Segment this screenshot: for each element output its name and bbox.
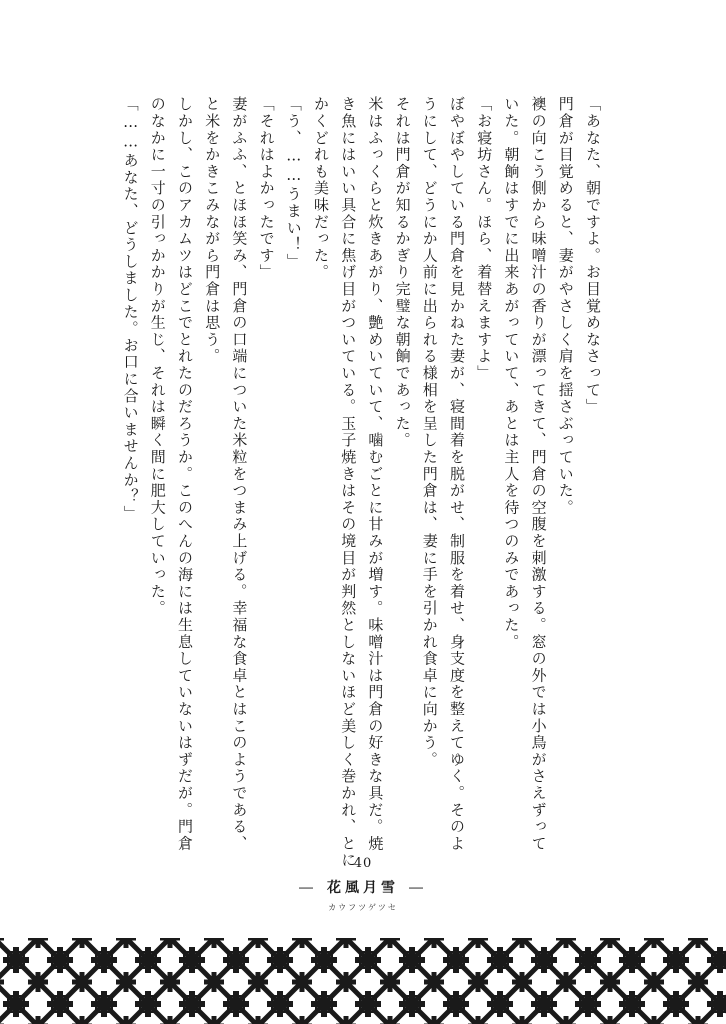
text-column: うにして、どうにか人前に出られる様相を呈した門倉は、妻に手を引かれ食卓に向かう。	[420, 96, 439, 768]
text-column: 「あなた、朝ですよ。お目覚めなさって」	[584, 96, 602, 416]
text-column: しかし、このアカムツはどこでとれたのだろうか。このへんの海には生息していないはずだが。門倉	[176, 96, 194, 852]
title-dash-left: ―	[299, 880, 317, 896]
text-column: のなかに一寸の引っかかりが生じ、それは瞬く間に肥大していった。	[148, 96, 167, 617]
text-column: それは門倉が知るかぎり完璧な朝餉であった。	[393, 96, 412, 449]
book-title-row	[0, 877, 726, 897]
text-column: 「それはよかったです」	[257, 96, 276, 281]
text-column: 妻がふふ、とほほ笑み、門倉の口端についた米粒をつまみ上げる。幸福な食卓とはこのようである、	[230, 96, 249, 852]
text-column: かくどれも美味だった。	[312, 96, 330, 281]
text-column: ぼやぼやしている門倉を見かねた妻が、寝間着を脱がせ、制服を着せ、身支度を整えてゆく。そのよ	[448, 96, 466, 852]
page-number: 40	[353, 856, 373, 871]
decorative-pattern-border	[0, 938, 726, 1024]
text-column: いた。朝餉はすでに出来あがっていて、あとは主人を待つのみであった。	[502, 96, 521, 651]
book-title-reading: カウフツゲツセ	[328, 903, 398, 912]
text-column: と米をかきこみながら門倉は思う。	[203, 96, 222, 365]
text-column: き魚にはいい具合に焦げ目がついている。玉子焼きはその境目が判然としないほど美しく巻かれ、とに	[339, 96, 358, 869]
text-column: 「……あなた、どうしました。お口に合いませんか？」	[121, 96, 140, 522]
book-title: 花風月雪	[327, 880, 399, 896]
text-column: 襖の向こう側から味噌汁の香りが漂ってきて、門倉の空腹を刺激する。窓の外では小鳥がさえずって	[529, 96, 548, 852]
text-column: 米はふっくらと炊きあがり、艶めいていて、噛むごとに甘みが増す。味噌汁は門倉の好きな具だ。焼	[366, 96, 385, 852]
diamond-cross-pattern	[0, 938, 726, 1024]
text-column: 「お寝坊さん。ほら、着替えますよ」	[475, 96, 494, 382]
text-column: 門倉が目覚めると、妻がやさしく肩を揺さぶっていた。	[556, 96, 575, 516]
text-column: 「う、……うまい！」	[284, 96, 303, 270]
title-dash-right: ―	[409, 880, 427, 896]
